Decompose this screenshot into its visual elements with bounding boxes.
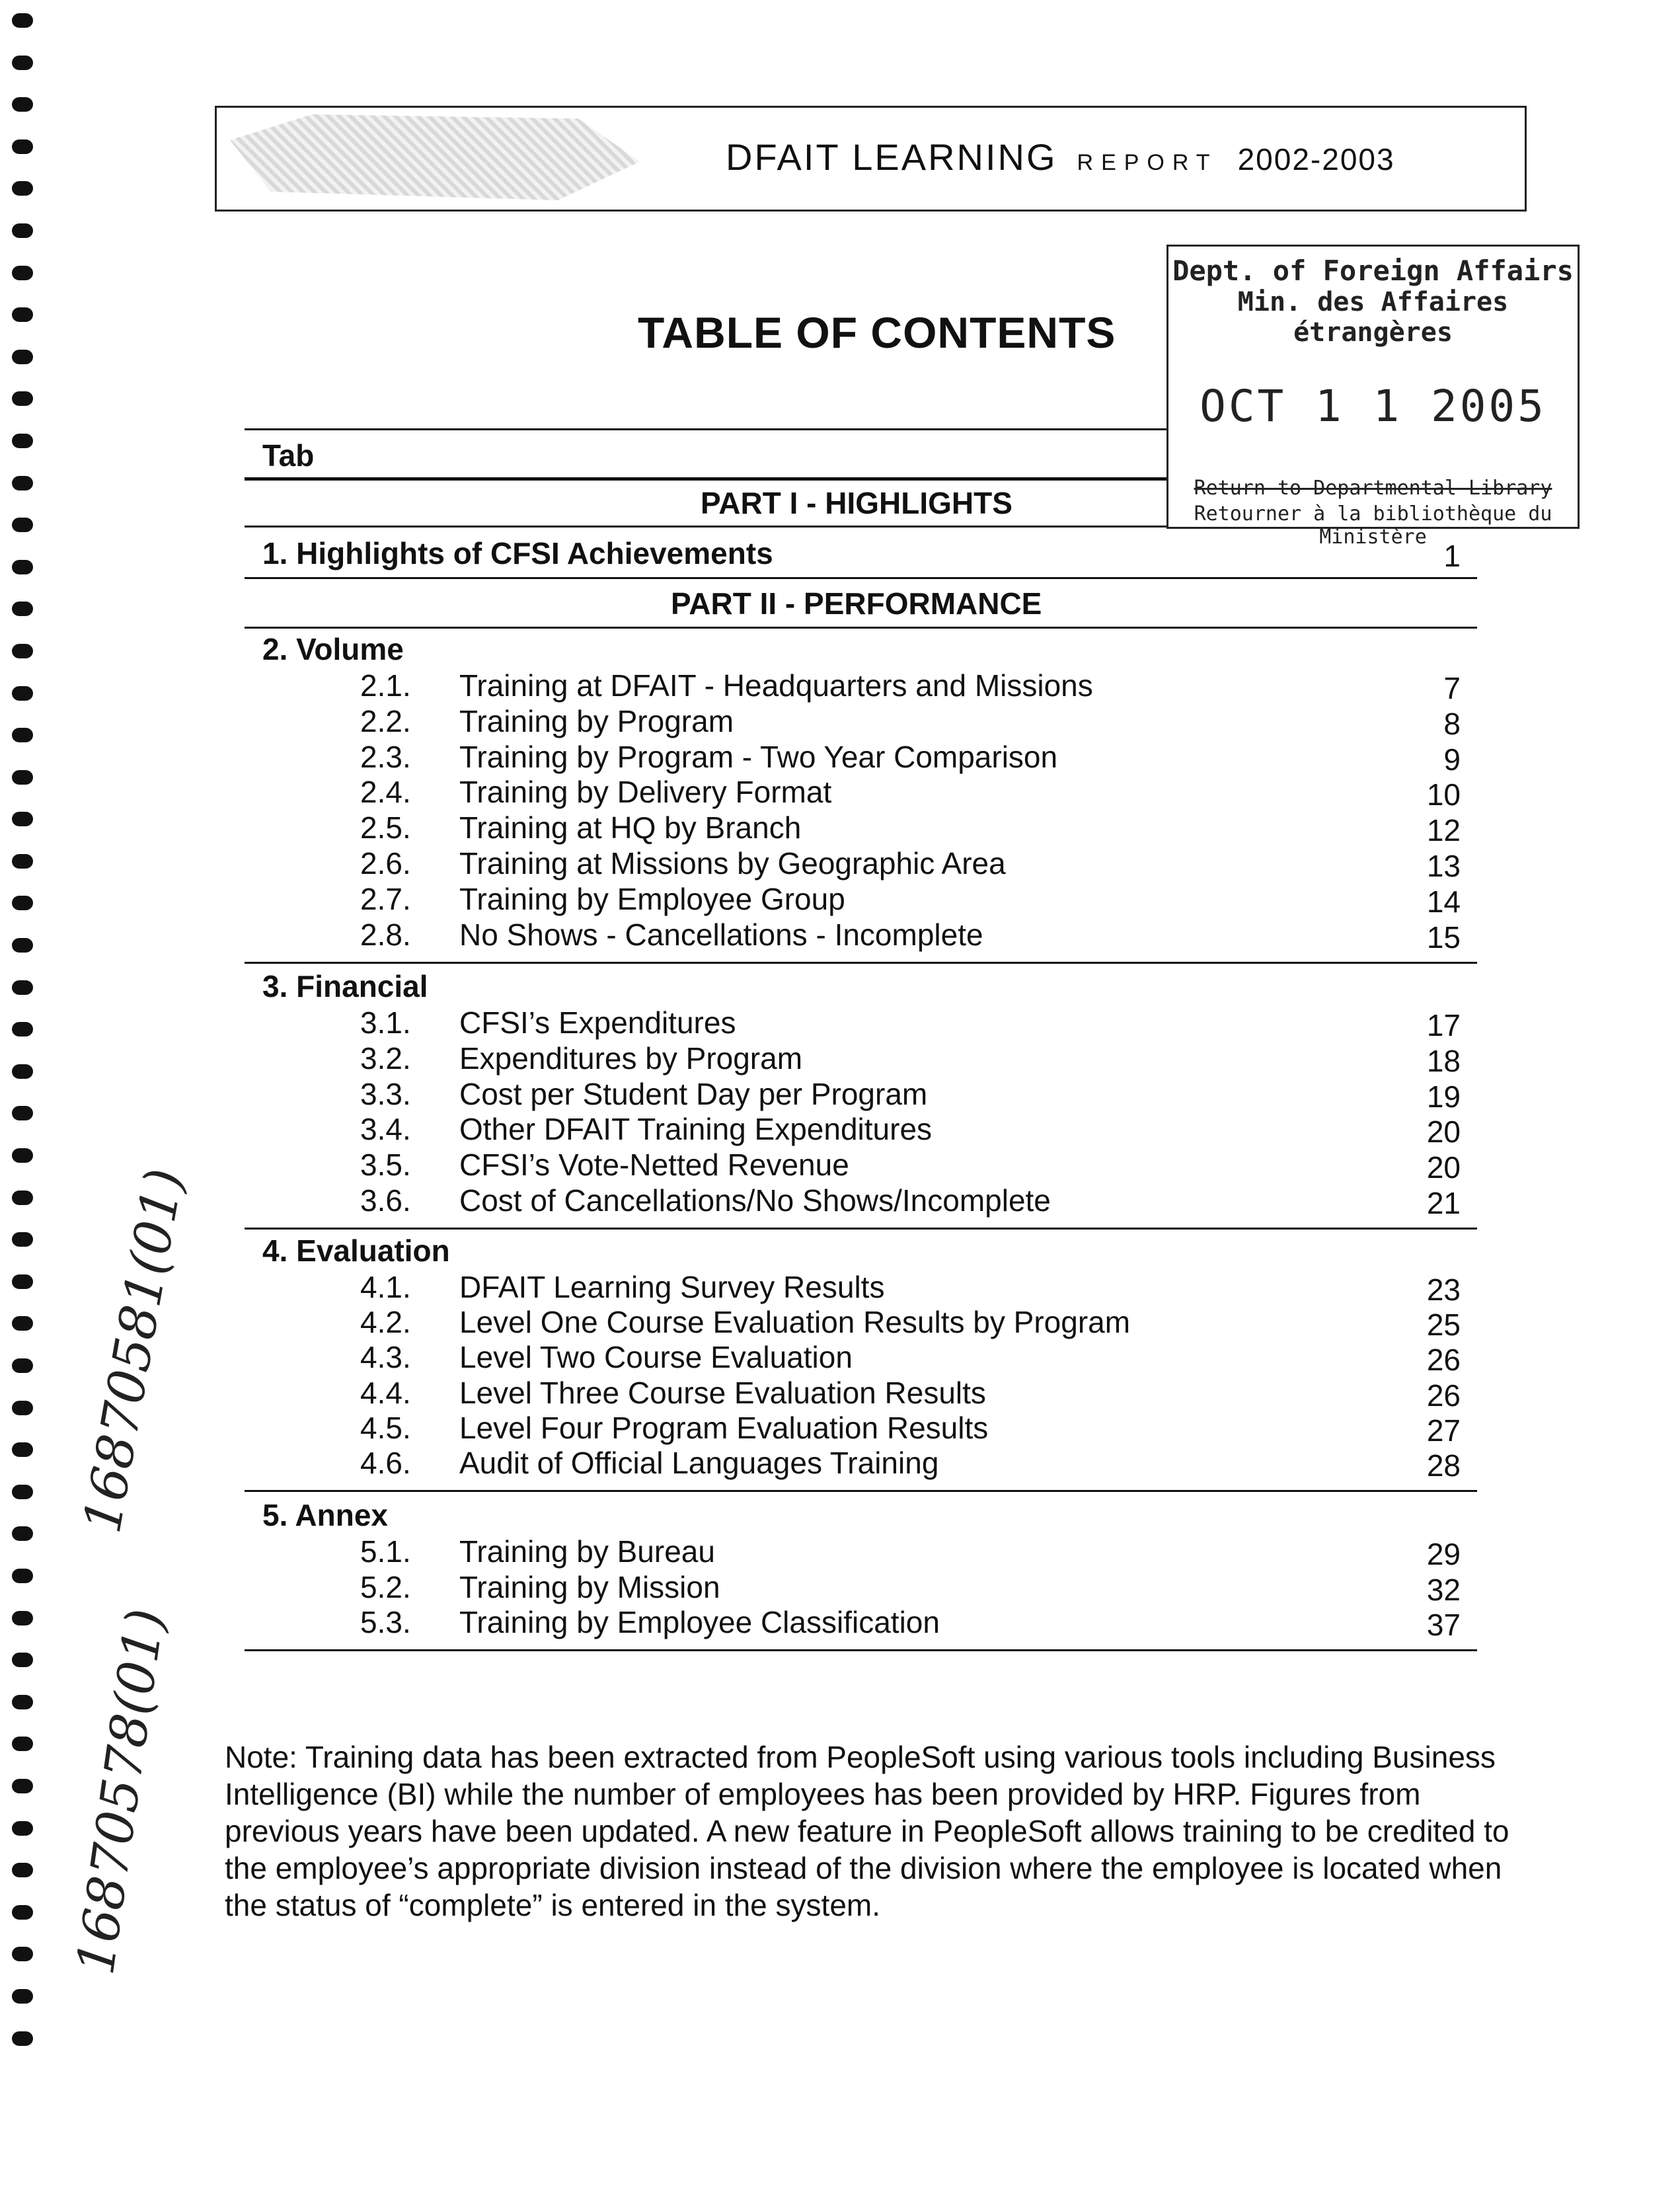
binding-hole [12,476,33,490]
binding-hole [12,1611,33,1625]
toc-item-title: No Shows - Cancellations - Incomplete [459,917,983,952]
toc-item-number: 2.3. [360,739,411,774]
note-paragraph: Note: Training data has been extracted from PeopleSoft using various tools including Business Intelligence (BI) while the number of employees has been provided by HRP. Figures from previous years have been updated. A new feature in PeopleSoft allows training to be credited to the employee’s appropriate division instead of the division where the employee is located when the status of “complete” is entered in the system. [225,1740,1509,1922]
binding-hole [12,1821,33,1836]
binding-hole [12,1947,33,1961]
toc-item-number: 4.2. [360,1305,411,1340]
binding-hole [12,1401,33,1415]
binding-hole [12,1358,33,1373]
toc-item-title: Level Two Course Evaluation [459,1340,853,1375]
toc-item-page: 13 [1426,849,1461,883]
binding-hole [12,1191,33,1205]
binding-hole [12,686,33,701]
toc-item-title: Training by Bureau [459,1534,715,1569]
header-report-word: REPORT [1077,150,1218,175]
section-heading: 5. Annex [262,1498,389,1532]
stamp-date: OCT 1 1 2005 [1200,381,1546,432]
spiral-binding [12,13,38,2175]
page-title: TABLE OF CONTENTS [638,308,1116,357]
toc-item-page: 27 [1426,1413,1461,1448]
toc-item-page: 9 [1443,742,1461,777]
binding-hole [12,1106,33,1120]
part1-item-label: 1. Highlights of CFSI Achievements [262,536,773,570]
toc-item-number: 5.1. [360,1534,411,1569]
toc-item-number: 5.3. [360,1605,411,1639]
world-map-graphic [230,114,640,200]
toc-item-number: 4.6. [360,1446,411,1480]
divider [245,1649,1477,1651]
toc-item-number: 5.2. [360,1569,411,1604]
binding-hole [12,1863,33,1877]
binding-hole [12,350,33,364]
binding-hole [12,13,33,28]
binding-hole [12,1905,33,1920]
binding-hole [12,602,33,616]
part2-heading: PART II - PERFORMANCE [671,586,1042,621]
binding-hole [12,854,33,869]
toc-item-title: CFSI’s Vote-Netted Revenue [459,1148,849,1183]
divider [245,627,1477,629]
toc-item-number: 4.5. [360,1410,411,1445]
toc-item-number: 4.4. [360,1375,411,1410]
toc-item-title: Level One Course Evaluation Results by Program [459,1305,1131,1340]
toc-item-number: 2.1. [360,668,411,703]
toc-item-number: 2.7. [360,881,411,916]
toc-item-number: 2.4. [360,775,411,810]
binding-hole [12,1653,33,1667]
toc-item-number: 2.8. [360,917,411,952]
toc-item-title: Level Three Course Evaluation Results [459,1375,986,1410]
toc-item-page: 21 [1426,1186,1461,1220]
library-stamp [1166,245,1580,549]
binding-hole [12,896,33,910]
toc-item-number: 3.6. [360,1183,411,1218]
toc-item-title: Training by Employee Group [459,881,845,916]
toc-item-page: 20 [1426,1150,1461,1185]
binding-hole [12,1485,33,1499]
divider [245,1228,1477,1230]
handwritten-mark: 16870581(01) [73,1164,196,1538]
toc-item-title: Training at DFAIT - Headquarters and Missions [459,668,1093,703]
toc-item-page: 25 [1426,1308,1461,1343]
tab-label: Tab [262,438,315,473]
binding-hole [12,1274,33,1289]
header-year: 2002-2003 [1237,142,1395,176]
binding-hole [12,1022,33,1036]
binding-hole [12,560,33,574]
binding-hole [12,1779,33,1793]
binding-hole [12,1526,33,1541]
toc-item-title: DFAIT Learning Survey Results [459,1270,885,1304]
divider [245,577,1477,579]
toc-item-title: Training by Mission [459,1569,720,1604]
toc-item-title: Expenditures by Program [459,1040,803,1075]
toc-item-page: 14 [1426,884,1461,919]
binding-hole [12,518,33,532]
binding-hole [12,97,33,112]
toc-item-number: 2.6. [360,846,411,880]
divider [245,1490,1477,1492]
toc-item-page: 17 [1426,1008,1461,1042]
toc-item-page: 29 [1426,1537,1461,1571]
binding-hole [12,56,33,70]
toc-item-page: 20 [1426,1115,1461,1150]
toc-item-page: 12 [1426,813,1461,848]
toc-item-page: 18 [1426,1043,1461,1078]
toc-item-title: Other DFAIT Training Expenditures [459,1112,933,1147]
binding-hole [12,1232,33,1247]
binding-hole [12,1064,33,1079]
handwritten-mark: 16870578(01) [66,1605,176,1978]
toc-item-number: 4.1. [360,1270,411,1304]
binding-hole [12,1737,33,1751]
toc-item-page: 7 [1443,671,1461,705]
toc-item-title: Training by Delivery Format [459,775,832,810]
toc-item-title: Training by Program [459,703,734,738]
stamp-retourner: Retourner à la bibliothèque du Ministère [1194,502,1552,549]
toc-item-page: 32 [1426,1572,1461,1607]
binding-hole [12,391,33,406]
binding-hole [12,644,33,658]
toc-item-title: Audit of Official Languages Training [459,1446,939,1480]
binding-hole [12,1569,33,1583]
binding-hole [12,770,33,785]
section-heading: 2. Volume [262,632,404,666]
binding-hole [12,223,33,238]
toc-item-number: 3.3. [360,1076,411,1111]
report-header [215,106,1527,212]
part1-heading: PART I - HIGHLIGHTS [701,486,1012,520]
toc-item-number: 3.1. [360,1005,411,1040]
stamp-dept: Dept. of Foreign Affairs [1172,254,1574,287]
binding-hole [12,1695,33,1709]
toc-item-number: 3.4. [360,1112,411,1147]
binding-hole [12,1316,33,1331]
toc-item-title: Cost of Cancellations/No Shows/Incomplete [459,1183,1051,1218]
stamp-ministry: Min. des Affaires étrangères [1237,287,1509,348]
header-title-main: DFAIT LEARNING [726,136,1057,178]
toc-item-page: 28 [1426,1448,1461,1483]
toc-item-number: 2.5. [360,810,411,845]
divider [245,962,1477,964]
toc-item-page: 19 [1426,1079,1461,1114]
toc-item-page: 26 [1426,1378,1461,1413]
binding-hole [12,980,33,995]
binding-hole [12,1148,33,1163]
binding-hole [12,1442,33,1457]
binding-hole [12,938,33,953]
toc-item-number: 2.2. [360,703,411,738]
binding-hole [12,307,33,322]
toc-item-page: 8 [1443,706,1461,741]
toc-item-page: 23 [1426,1272,1461,1307]
section-heading: 4. Evaluation [262,1233,450,1268]
toc-item-title: Training at HQ by Branch [459,810,802,845]
header-title [726,136,1395,178]
binding-hole [12,728,33,742]
toc-item-title: Training by Employee Classification [459,1605,940,1639]
toc-item-number: 3.2. [360,1040,411,1075]
binding-hole [12,2031,33,2046]
section-heading: 3. Financial [262,969,428,1003]
binding-hole [12,181,33,196]
binding-hole [12,1989,33,2004]
binding-hole [12,266,33,280]
toc-item-page: 10 [1426,777,1461,812]
toc-item-page: 37 [1426,1608,1461,1642]
toc-item-title: Level Four Program Evaluation Results [459,1410,989,1445]
toc-item-title: Training at Missions by Geographic Area [459,846,1006,880]
toc-item-title: Training by Program - Two Year Comparison [459,739,1058,774]
binding-hole [12,434,33,448]
binding-hole [12,139,33,154]
stamp-return: Return to Departmental Library [1194,477,1552,500]
toc-item-number: 3.5. [360,1148,411,1183]
toc-item-page: 15 [1426,919,1461,955]
toc-item-number: 4.3. [360,1340,411,1375]
toc-item-title: CFSI’s Expenditures [459,1005,736,1040]
toc-item-title: Cost per Student Day per Program [459,1076,928,1111]
toc-item-page: 26 [1426,1343,1461,1378]
binding-hole [12,812,33,826]
part1-item-page: 1 [1443,539,1461,573]
